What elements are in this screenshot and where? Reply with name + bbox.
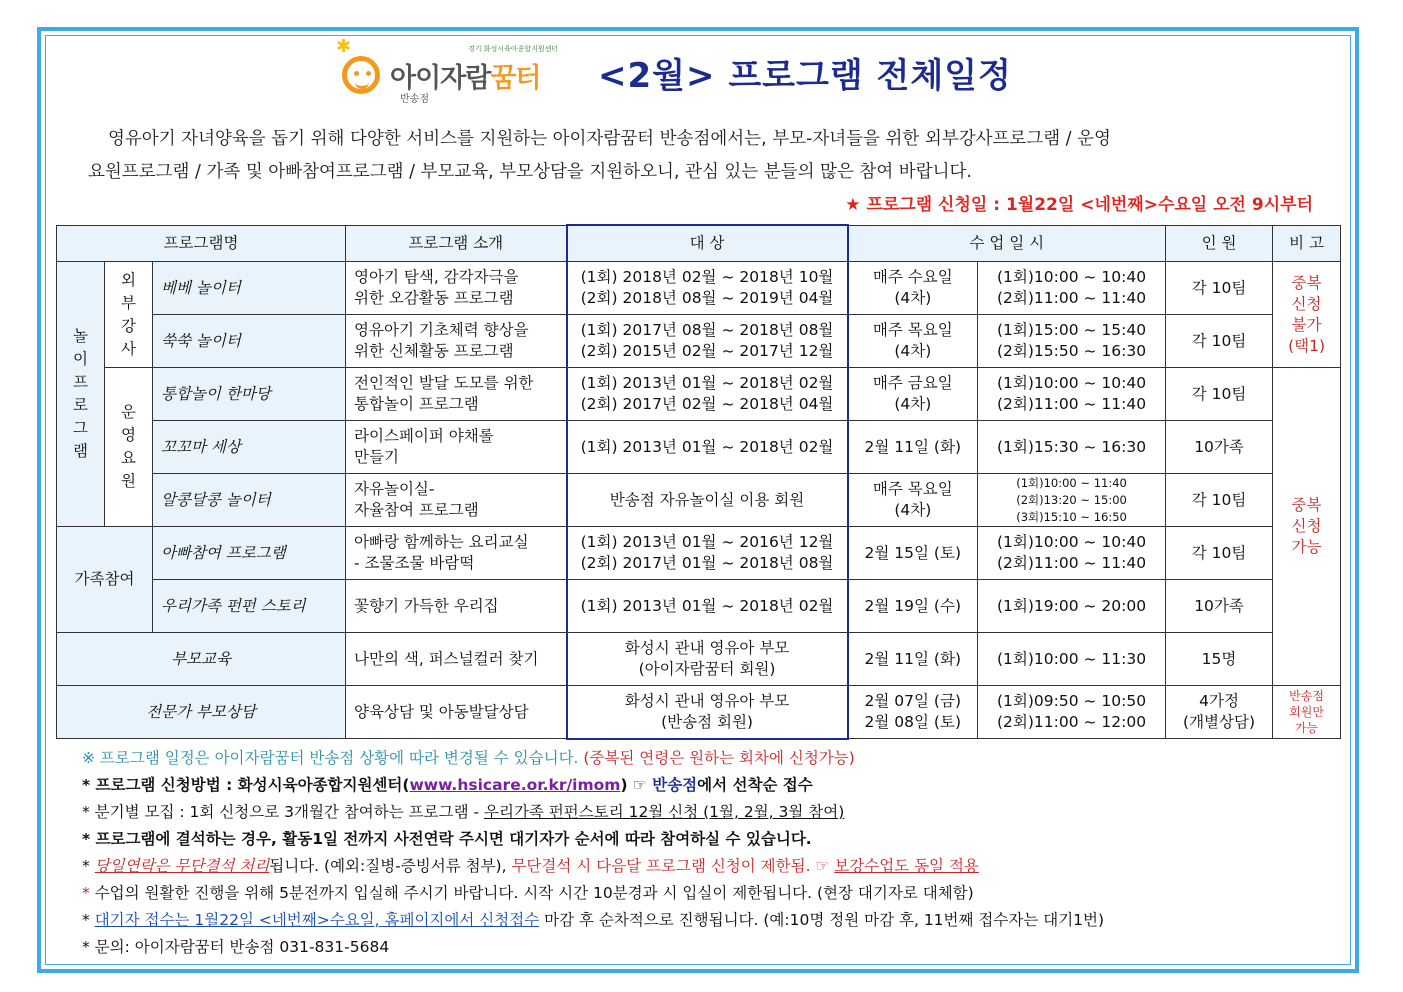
program-time: (1회)10:00 ~ 11:40 (2회)13:20 ~ 15:00 (3회)15:10 ~ 16:50 — [978, 474, 1166, 527]
program-intro: 영유아기 기초체력 향상을 위한 신체활동 프로그램 — [346, 315, 567, 368]
program-time: (1회)15:30 ~ 16:30 — [978, 421, 1166, 474]
program-day: 매주 수요일 (4차) — [848, 262, 978, 315]
program-time: (1회)09:50 ~ 10:50 (2회)11:00 ~ 12:00 — [978, 686, 1166, 739]
program-capacity: 각 10팀 — [1166, 368, 1273, 421]
program-time: (1회)10:00 ~ 10:40 (2회)11:00 ~ 11:40 — [978, 368, 1166, 421]
program-target: (1회) 2013년 01월 ~ 2016년 12월 (2회) 2017년 01월 ~ 2018년 08월 — [567, 527, 848, 580]
table-row — [57, 580, 1341, 633]
table-row — [57, 633, 1341, 686]
logo-branch: 반송점 — [400, 94, 429, 105]
program-target: (1회) 2013년 01월 ~ 2018년 02월 — [567, 421, 848, 474]
star-icon: ✱ — [336, 36, 352, 57]
program-capacity: 4가정 (개별상담) — [1166, 686, 1273, 739]
table-row — [57, 686, 1341, 739]
program-name: 베베 놀이터 — [153, 262, 346, 315]
program-name: 통합놀이 한마당 — [153, 368, 346, 421]
program-target: (1회) 2013년 01월 ~ 2018년 02월 (2회) 2017년 02월 ~ 2018년 04월 — [567, 368, 848, 421]
brand-logo — [336, 38, 576, 108]
note-absence: * 프로그램에 결석하는 경우, 활동1일 전까지 사전연락 주시면 대기자가 순서에 따라 참여하실 수 있습니다. — [82, 830, 812, 848]
program-intro: 나만의 색, 퍼스널컬러 찾기 — [346, 633, 567, 686]
note-contact: * 문의: 아이자람꿈터 반송점 031-831-5684 — [82, 938, 390, 956]
notes-section — [82, 745, 1342, 961]
header-schedule: 수 업 일 시 — [848, 225, 1166, 262]
table-row — [57, 262, 1341, 315]
program-target: 화성시 관내 영유아 부모 (아이자람꿈터 회원) — [567, 633, 848, 686]
apply-site-link[interactable]: www.hsicare.or.kr/imom — [409, 776, 621, 794]
group-family: 가족참여 — [57, 527, 153, 633]
program-intro: 아빠랑 함께하는 요리교실 - 조물조물 바람떡 — [346, 527, 567, 580]
program-day: 2월 15일 (토) — [848, 527, 978, 580]
program-time: (1회)10:00 ~ 11:30 — [978, 633, 1166, 686]
smiley-face-icon — [342, 56, 380, 94]
program-capacity: 각 10팀 — [1166, 474, 1273, 527]
table-row — [57, 421, 1341, 474]
program-intro: 꽃향기 가득한 우리집 — [346, 580, 567, 633]
program-time: (1회)10:00 ~ 10:40 (2회)11:00 ~ 11:40 — [978, 527, 1166, 580]
remark-duplicate-ok: 중복 신청 가능 — [1273, 368, 1341, 686]
note-quarterly: * 분기별 모집 : 1회 신청으로 3개월간 참여하는 프로그램 - 우리가족 펀펀스토리 12월 신청 (1월, 2월, 3월 참여) — [82, 803, 845, 821]
program-capacity: 각 10팀 — [1166, 262, 1273, 315]
group-external: 외부강사 — [105, 262, 153, 368]
intro-line-2: 요원프로그램 / 가족 및 아빠참여프로그램 / 부모교육, 부모상담을 지원하오니, 관심 있는 분들의 많은 참여 바랍니다. — [88, 162, 972, 182]
schedule-table — [56, 224, 1341, 740]
program-target: (1회) 2018년 02월 ~ 2018년 10월 (2회) 2018년 08월 ~ 2019년 04월 — [567, 262, 848, 315]
header-capacity: 인 원 — [1166, 225, 1273, 262]
logo-center-name: 경기 화성시육아종합지원센터 — [468, 45, 559, 53]
header-note: 비 고 — [1273, 225, 1341, 262]
program-day: 2월 07일 (금) 2월 08일 (토) — [848, 686, 978, 739]
program-time: (1회)15:00 ~ 15:40 (2회)15:50 ~ 16:30 — [978, 315, 1166, 368]
note-arrival: * 수업의 원활한 진행을 위해 5분전까지 입실해 주시기 바랍니다. 시작 시간 10분경과 시 입실이 제한됩니다. (현장 대기자로 대체함) — [82, 884, 974, 902]
program-name: 아빠참여 프로그램 — [153, 527, 346, 580]
remark-no-duplicate: 중복 신청 불가 (택1) — [1273, 262, 1341, 368]
note-apply-method: * 프로그램 신청방법 : 화성시육아종합지원센터(www.hsicare.or.kr/imom) ☞ 반송점에서 선착순 접수 — [82, 776, 813, 794]
note-waitlist: * 대기자 접수는 1월22일 <네번째>수요일, 홈페이지에서 신청접수 마감 후 순차적으로 진행됩니다. (예:10명 정원 마감 후, 11번째 접수자는 대기1번) — [82, 911, 1105, 929]
program-name: 알콩달콩 놀이터 — [153, 474, 346, 527]
program-capacity: 10가족 — [1166, 580, 1273, 633]
program-capacity: 10가족 — [1166, 421, 1273, 474]
program-name: 꼬꼬마 세상 — [153, 421, 346, 474]
program-intro: 양육상담 및 아동발달상담 — [346, 686, 567, 739]
program-target: (1회) 2017년 08월 ~ 2018년 08월 (2회) 2015년 02월 ~ 2017년 12월 — [567, 315, 848, 368]
program-intro: 라이스페이퍼 야채롤 만들기 — [346, 421, 567, 474]
program-capacity: 각 10팀 — [1166, 527, 1273, 580]
table-row — [57, 368, 1341, 421]
table-row — [57, 474, 1341, 527]
program-name: 쑥쑥 놀이터 — [153, 315, 346, 368]
application-notice: ★ 프로그램 신청일 : 1월22일 <네번째>수요일 오전 9시부터 — [845, 195, 1313, 215]
header-program-intro: 프로그램 소개 — [346, 225, 567, 262]
program-name: 부모교육 — [57, 633, 346, 686]
program-day: 2월 11일 (화) — [848, 633, 978, 686]
page-title: <2월> 프로그램 전체일정 — [598, 56, 1012, 96]
program-capacity: 각 10팀 — [1166, 315, 1273, 368]
note-no-show: * 당일연락은 무단결석 처리됩니다. (예외:질병-증빙서류 첨부), 무단결석 시 다음달 프로그램 신청이 제한됨. ☞ 보강수업도 동일 적용 — [82, 857, 979, 875]
program-time: (1회)10:00 ~ 10:40 (2회)11:00 ~ 11:40 — [978, 262, 1166, 315]
program-name: 전문가 부모상담 — [57, 686, 346, 739]
intro-line-1: 영유아기 자녀양육을 돕기 위해 다양한 서비스를 지원하는 아이자람꿈터 반송점에서는, 부모-자녀들을 위한 외부강사프로그램 / 운영 — [108, 129, 1111, 149]
logo-name: 아이자람꿈터 — [390, 63, 541, 94]
program-target: 화성시 관내 영유아 부모 (반송점 회원) — [567, 686, 848, 739]
program-day: 매주 금요일 (4차) — [848, 368, 978, 421]
program-capacity: 15명 — [1166, 633, 1273, 686]
program-time: (1회)19:00 ~ 20:00 — [978, 580, 1166, 633]
header — [336, 38, 1066, 108]
program-intro: 자유놀이실- 자율참여 프로그램 — [346, 474, 567, 527]
program-intro: 영아기 탐색, 감각자극을 위한 오감활동 프로그램 — [346, 262, 567, 315]
header-program-name: 프로그램명 — [57, 225, 346, 262]
program-target: 반송점 자유놀이실 이용 회원 — [567, 474, 848, 527]
group-play: 놀이프로그램 — [57, 262, 105, 527]
table-row — [57, 315, 1341, 368]
program-day: 매주 목요일 (4차) — [848, 474, 978, 527]
header-target: 대 상 — [567, 225, 848, 262]
table-row — [57, 527, 1341, 580]
program-day: 매주 목요일 (4차) — [848, 315, 978, 368]
program-name: 우리가족 펀펀 스토리 — [153, 580, 346, 633]
program-intro: 전인적인 발달 도모를 위한 통합놀이 프로그램 — [346, 368, 567, 421]
remark-members-only: 반송점 회원만 가능 — [1273, 686, 1341, 739]
program-day: 2월 11일 (화) — [848, 421, 978, 474]
note-schedule-change: ※ 프로그램 일정은 아이자람꿈터 반송점 상황에 따라 변경될 수 있습니다. (중복된 연령은 원하는 회차에 신청가능) — [82, 749, 855, 767]
program-target: (1회) 2013년 01월 ~ 2018년 02월 — [567, 580, 848, 633]
intro-paragraph — [88, 123, 1318, 189]
group-staff: 운영요원 — [105, 368, 153, 527]
program-day: 2월 19일 (수) — [848, 580, 978, 633]
